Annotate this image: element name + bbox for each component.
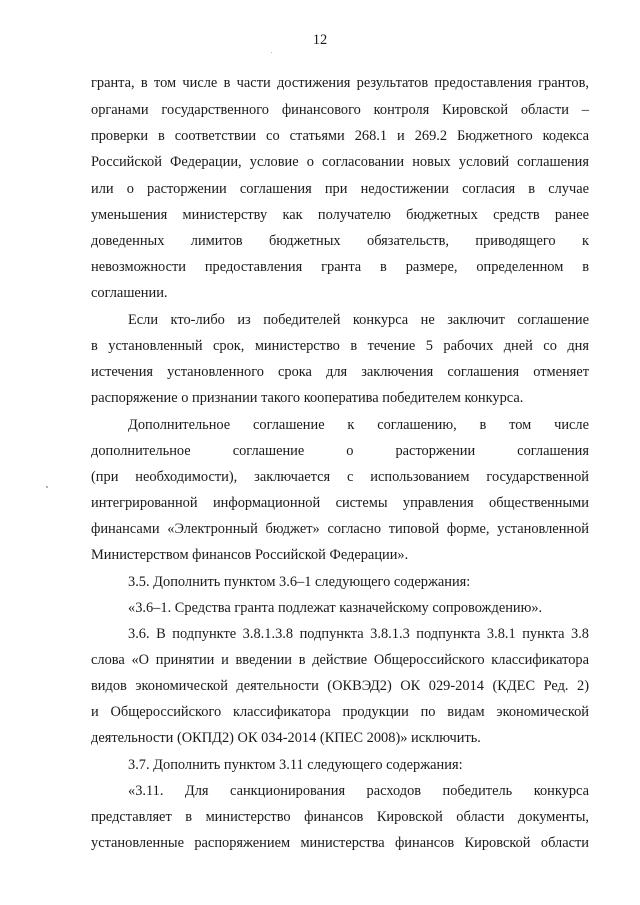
text-line: органами государственного финансового контроля Кировской области – bbox=[91, 102, 589, 118]
text-line: (при необходимости), заключается с использованием государственной bbox=[91, 469, 589, 485]
paragraph-first-line: 3.5. Дополнить пунктом 3.6–1 следующего содержания: bbox=[128, 574, 471, 590]
text-line: в установленный срок, министерство в течение 5 рабочих дней со дня bbox=[91, 338, 589, 354]
text-line: невозможности предоставления гранта в размере, определенном в bbox=[91, 259, 589, 275]
text-line: или о расторжении соглашения при недостижении согласия в случае bbox=[91, 181, 589, 197]
paragraph-first-line: Если кто-либо из победителей конкурса не заключит соглашение bbox=[128, 312, 589, 328]
text-line: слова «О принятии и введении в действие Общероссийского классификатора bbox=[91, 652, 589, 668]
paragraph-first-line: 3.7. Дополнить пунктом 3.11 следующего содержания: bbox=[128, 757, 463, 773]
paragraph-first-line: «3.11. Для санкционирования расходов победитель конкурса bbox=[128, 783, 589, 799]
text-line: распоряжение о признании такого кооператива победителем конкурса. bbox=[91, 390, 524, 406]
text-line: видов экономической деятельности (ОКВЭД2) ОК 029-2014 (КДЕС Ред. 2) bbox=[91, 678, 589, 694]
text-line: проверки в соответствии со статьями 268.1 и 269.2 Бюджетного кодекса bbox=[91, 128, 589, 144]
page-number: 12 bbox=[312, 32, 328, 48]
text-line: и Общероссийского классификатора продукции по видам экономической bbox=[91, 704, 589, 720]
text-line: истечения установленного срока для заключения соглашения отменяет bbox=[91, 364, 589, 380]
paragraph-first-line: Дополнительное соглашение к соглашению, в том числе bbox=[128, 417, 589, 433]
text-line: соглашении. bbox=[91, 285, 168, 301]
text-line: деятельности (ОКПД2) ОК 034-2014 (КПЕС 2008)» исключить. bbox=[91, 730, 481, 746]
paragraph-first-line: 3.6. В подпункте 3.8.1.3.8 подпункта 3.8.1.3 подпункта 3.8.1 пункта 3.8 bbox=[128, 626, 589, 642]
text-line: Министерством финансов Российской Федерации». bbox=[91, 547, 409, 563]
text-line: установленные распоряжением министерства финансов Кировской области bbox=[91, 835, 589, 851]
text-line: доведенных лимитов бюджетных обязательств, приводящего к bbox=[91, 233, 589, 249]
text-line: интегрированной информационной системы управления общественными bbox=[91, 495, 589, 511]
text-line: уменьшения министерству как получателю бюджетных средств ранее bbox=[91, 207, 589, 223]
text-line: дополнительное соглашение о расторжении соглашения bbox=[91, 443, 589, 459]
text-line: финансами «Электронный бюджет» согласно типовой форме, установленной bbox=[91, 521, 589, 537]
text-line: представляет в министерство финансов Кировской области документы, bbox=[91, 809, 589, 825]
paragraph-first-line: «3.6–1. Средства гранта подлежат казначейскому сопровождению». bbox=[128, 600, 543, 616]
scan-speck bbox=[46, 486, 48, 488]
text-line: гранта, в том числе в части достижения результатов предоставления грантов, bbox=[91, 75, 589, 91]
scan-speck bbox=[271, 52, 272, 53]
text-line: Российской Федерации, условие о согласовании новых условий соглашения bbox=[91, 154, 589, 170]
